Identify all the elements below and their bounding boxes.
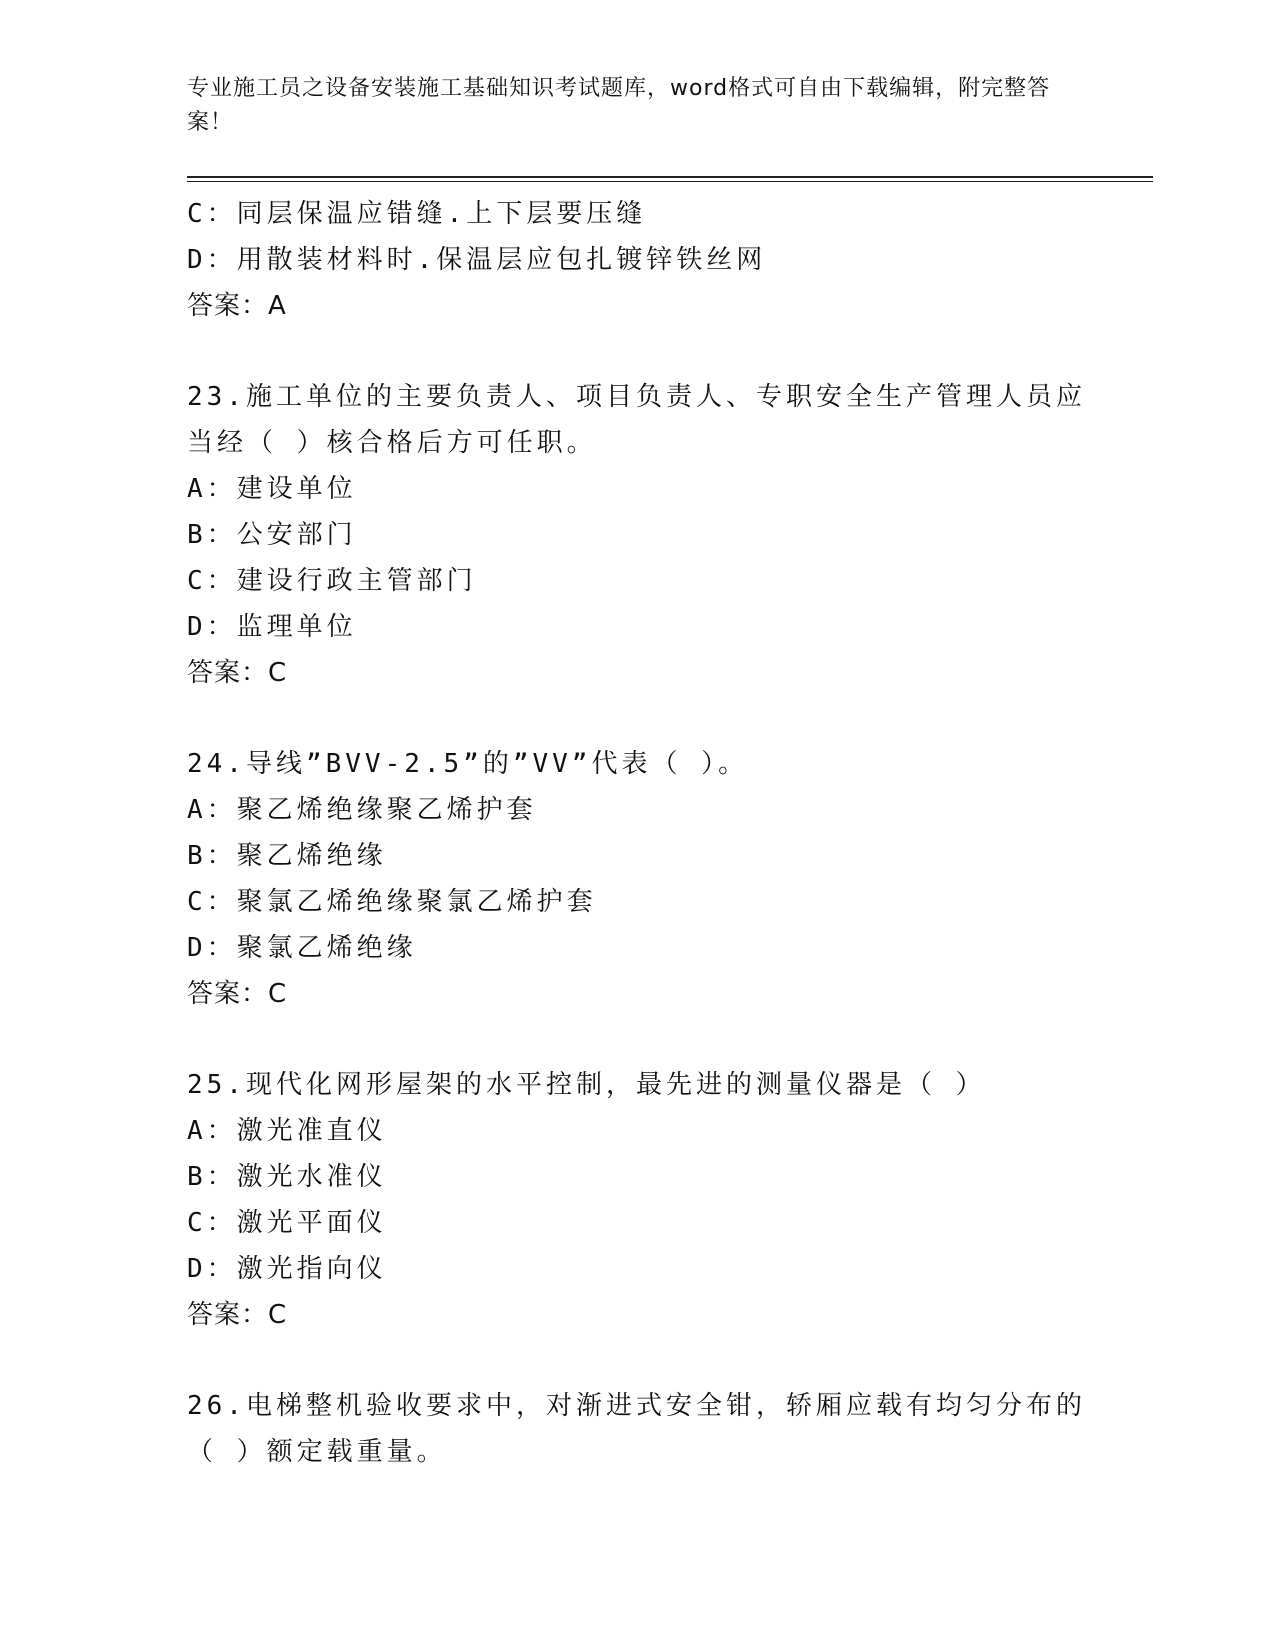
- question-text: 23.施工单位的主要负责人、项目负责人、专职安全生产管理人员应当经（ ）核合格后方可任职。: [187, 382, 1086, 458]
- option-a: A：激光准直仪: [187, 1116, 387, 1146]
- answer: 答案：C: [187, 979, 288, 1009]
- option-d: D：用散装材料时.保温层应包扎镀锌铁丝网: [187, 245, 767, 275]
- header-divider-thick: [187, 176, 1153, 178]
- option-d: D：激光指向仪: [187, 1254, 387, 1284]
- option-c: C：聚氯乙烯绝缘聚氯乙烯护套: [187, 887, 597, 917]
- option-c: C：激光平面仪: [187, 1208, 387, 1238]
- header-divider-thin: [187, 181, 1153, 182]
- option-c: C：同层保温应错缝.上下层要压缝: [187, 199, 647, 229]
- question-block-23: [187, 374, 1087, 696]
- option-d: D：聚氯乙烯绝缘: [187, 933, 417, 963]
- question-text: 25.现代化网形屋架的水平控制，最先进的测量仪器是（ ）: [187, 1070, 986, 1100]
- option-d: D：监理单位: [187, 612, 357, 642]
- option-c: C：建设行政主管部门: [187, 566, 477, 596]
- question-text: 24.导线”BVV-2.5”的”VV”代表（ ）。: [187, 749, 749, 779]
- option-a: A：聚乙烯绝缘聚乙烯护套: [187, 795, 537, 825]
- document-header: 专业施工员之设备安装施工基础知识考试题库，word格式可自由下载编辑，附完整答案！: [187, 76, 1051, 135]
- option-a: A：建设单位: [187, 474, 357, 504]
- question-block-22: [187, 191, 1087, 329]
- question-block-26: [187, 1383, 1087, 1475]
- question-text: 26.电梯整机验收要求中，对渐进式安全钳，轿厢应载有均匀分布的（ ）额定载重量。: [187, 1391, 1086, 1467]
- answer: 答案：A: [187, 291, 287, 321]
- question-block-25: [187, 1062, 1087, 1338]
- answer: 答案：C: [187, 658, 288, 688]
- option-b: B：激光水准仪: [187, 1162, 387, 1192]
- option-b: B：聚乙烯绝缘: [187, 841, 387, 871]
- answer: 答案：C: [187, 1300, 288, 1330]
- question-block-24: [187, 741, 1087, 1017]
- question-list: [187, 191, 1087, 1475]
- option-b: B：公安部门: [187, 520, 357, 550]
